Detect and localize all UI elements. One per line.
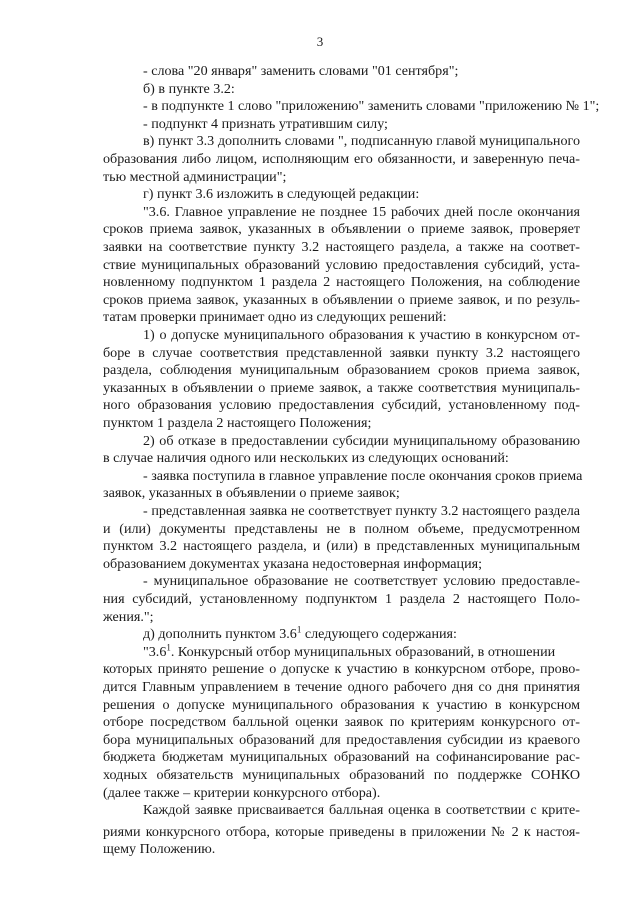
text-line: "3.6. Главное управление не позднее 15 рабочих дней после окончания xyxy=(143,203,580,220)
text-line: сроков приема заявок, указанных в объявлении о приеме заявок, и по резуль- xyxy=(103,291,580,308)
text-line-with-superscript xyxy=(103,643,580,661)
text-line: и (или) документы представлены не в полном объеме, предусмотренном xyxy=(103,520,580,537)
text-fragment: д) дополнить пунктом 3.6 xyxy=(143,626,297,643)
text-line: бюджета бюджетам муниципальных образований на софинансирование рас- xyxy=(103,749,580,766)
text-line: в случае наличия одного или нескольких из следующих оснований: xyxy=(103,450,509,467)
page-number: 3 xyxy=(316,34,324,49)
text-line: новленному подпунктом 1 раздела 2 настоящего Положения, на соблюдение xyxy=(103,274,580,291)
text-line: - подпункт 4 признать утратившим силу; xyxy=(143,115,388,132)
text-line: раздела, соблюдения муниципальным образованием сроков приема заявок, xyxy=(103,362,580,379)
text-line: г) пункт 3.6 изложить в следующей редакции: xyxy=(143,186,420,203)
text-line: пунктом 3.2 настоящего раздела, и (или) в представленных муниципальным xyxy=(103,538,580,555)
text-line: ходных обязательств муниципальных образований по поддержке СОНКО xyxy=(103,767,580,783)
text-line: 1) о допуске муниципального образования к участию в конкурсном от- xyxy=(143,327,580,343)
superscript: 1 xyxy=(296,624,302,635)
text-fragment: следующего содержания: xyxy=(301,626,457,643)
text-line: (далее также – критерии конкурсного отбора). xyxy=(103,784,381,801)
text-line: б) в пункте 3.2: xyxy=(143,80,235,97)
text-line: 2) об отказе в предоставлении субсидии муниципальному образованию xyxy=(143,432,580,449)
text-line: татам проверки принимает одно из следующих решений: xyxy=(103,309,447,326)
text-line: дится Главным управлением в течение одного рабочего дня со дня принятия xyxy=(103,679,580,695)
text-line: Каждой заявке присваивается балльная оценка в соответствии с крите- xyxy=(143,802,580,819)
text-line: тью местной администрации"; xyxy=(103,168,287,185)
text-line: образования либо лицом, исполняющим его обязанности, и заверенную печа- xyxy=(103,151,580,167)
text-fragment: . Конкурсный отбор муниципальных образований, в отношении xyxy=(170,643,556,660)
text-line: - муниципальное образование не соответствует условию предоставле- xyxy=(143,573,580,590)
text-line: риями конкурсного отбора, которые приведены в приложении № 2 к настоя- xyxy=(103,823,580,840)
text-line: в) пункт 3.3 дополнить словами ", подписанную главой муниципального xyxy=(143,133,580,150)
text-line: жения."; xyxy=(103,608,154,625)
text-line-with-superscript xyxy=(103,625,580,643)
text-line: - в подпункте 1 слово "приложению" заменить словами "приложению № 1"; xyxy=(143,98,600,115)
text-line: отборе посредством балльной оценки заявок по критериям конкурсного от- xyxy=(103,714,580,731)
text-line: - заявка поступила в главное управление после окончания сроков приема xyxy=(143,467,583,484)
superscript: 1 xyxy=(166,642,171,653)
text-line: - слова "20 января" заменить словами "01 сентября"; xyxy=(143,63,459,79)
text-line: ния субсидий, установленному подпунктом 1 раздела 2 настоящего Поло- xyxy=(103,591,580,607)
text-line: заявки на соответствие пункту 3.2 настоящего раздела, а также на соответ- xyxy=(103,239,580,255)
text-line: образованием документах указана недостоверная информация; xyxy=(103,555,483,572)
text-line: указанных в объявлении о приеме заявок, а также соответствия муниципаль- xyxy=(103,379,580,396)
text-line: сроков приема заявок, указанных в объявлении о приеме заявок, проверяет xyxy=(103,221,580,238)
text-line: ного образования условию предоставления субсидий, установленному под- xyxy=(103,397,580,414)
text-line: заявок, указанных в объявлении о приеме заявок; xyxy=(103,485,400,502)
text-line: - представленная заявка не соответствует пункту 3.2 настоящего раздела xyxy=(143,503,580,519)
text-fragment: "3.6 xyxy=(143,643,167,660)
text-line: которых принято решение о допуске к участию в конкурсном отборе, прово- xyxy=(103,661,580,678)
text-line: щему Положению. xyxy=(103,841,216,858)
text-line: ствие муниципальных образований условию предоставления субсидий, уста- xyxy=(103,256,580,273)
text-line: бора муниципальных образований для предоставления субсидии из краевого xyxy=(103,731,580,748)
text-line: пунктом 1 раздела 2 настоящего Положения; xyxy=(103,415,372,431)
text-line: решения о допуске муниципального образования к участию в конкурсном xyxy=(103,696,580,713)
text-line: боре в случае соответствия представленной заявки пункту 3.2 настоящего xyxy=(103,344,580,361)
